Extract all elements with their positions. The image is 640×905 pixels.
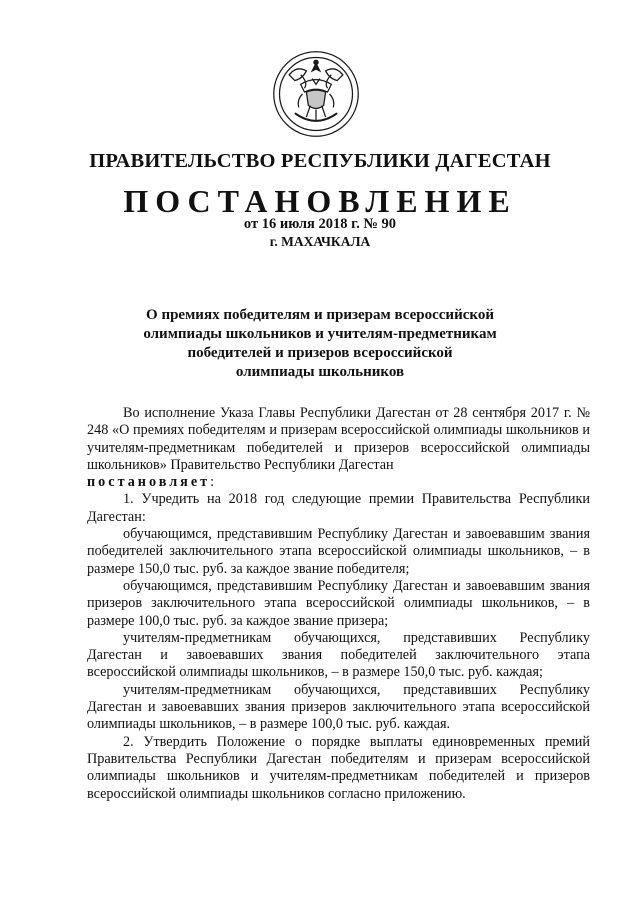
subject-line: победителей и призеров всероссийской <box>187 345 453 361</box>
decides-word: постановляет <box>87 474 211 491</box>
document-type: ПОСТАНОВЛЕНИЕ <box>123 183 517 219</box>
decides-line <box>87 474 590 491</box>
date-number: от 16 июля 2018 г. № 90 <box>243 216 397 232</box>
subject-line: олимпиады школьников <box>235 364 405 380</box>
subject-line: О премиях победителям и призерам всероссийской <box>146 307 494 323</box>
item-1-d: учителям-предметникам обучающихся, представивших Республику Дагестан и завоевавших звания призеров заключительного этапа всероссийской олимпиады школьников, – в размере 100,0 тыс. руб. каждая. <box>87 681 590 733</box>
item-2: 2. Утвердить Положение о порядке выплаты единовременных премий Правительства Республики Дагестан победителям и призерам всероссийской олимпиады школьников и учителям-предметникам победителей и призеров всероссийской олимпиады школьников согласно приложению. <box>87 733 590 802</box>
item-1-a: обучающимся, представившим Республику Дагестан и завоевавшим звания победителей заключительного этапа всероссийской олимпиады школьников, – в размере 150,0 тыс. руб. за каждое звание победителя; <box>87 526 590 577</box>
government-title: ПРАВИТЕЛЬСТВО РЕСПУБЛИКИ ДАГЕСТАН <box>89 150 551 172</box>
coat-of-arms-icon <box>268 46 364 142</box>
item-1-b: обучающимся, представившим Республику Дагестан и завоевавшим звания призеров заключительного этапа всероссийской олимпиады школьников, – в размере 100,0 тыс. руб. за каждое звание призера; <box>87 577 590 629</box>
city: г. МАХАЧКАЛА <box>269 234 371 249</box>
item-1-c: учителям-предметникам обучающихся, представивших Республику Дагестан и завоевавших звания победителей заключительного этапа всероссийской олимпиады школьников, – в размере 150,0 тыс. руб. каждая; <box>87 629 590 681</box>
document-body <box>87 405 590 803</box>
document-subject <box>100 306 540 382</box>
intro-paragraph: Во исполнение Указа Главы Республики Дагестан от 28 сентября 2017 г. № 248 «О премиях победителям и призерам всероссийской олимпиады школьников и учителям-предметникам победителей и призеров всероссийской олимпиады школьников» Правительство Республики Дагестан <box>87 405 590 473</box>
item-1: 1. Учредить на 2018 год следующие премии Правительства Республики Дагестан: <box>87 491 590 525</box>
subject-line: олимпиады школьников и учителям-предметникам <box>143 326 497 342</box>
decides-suffix: : <box>210 474 215 491</box>
